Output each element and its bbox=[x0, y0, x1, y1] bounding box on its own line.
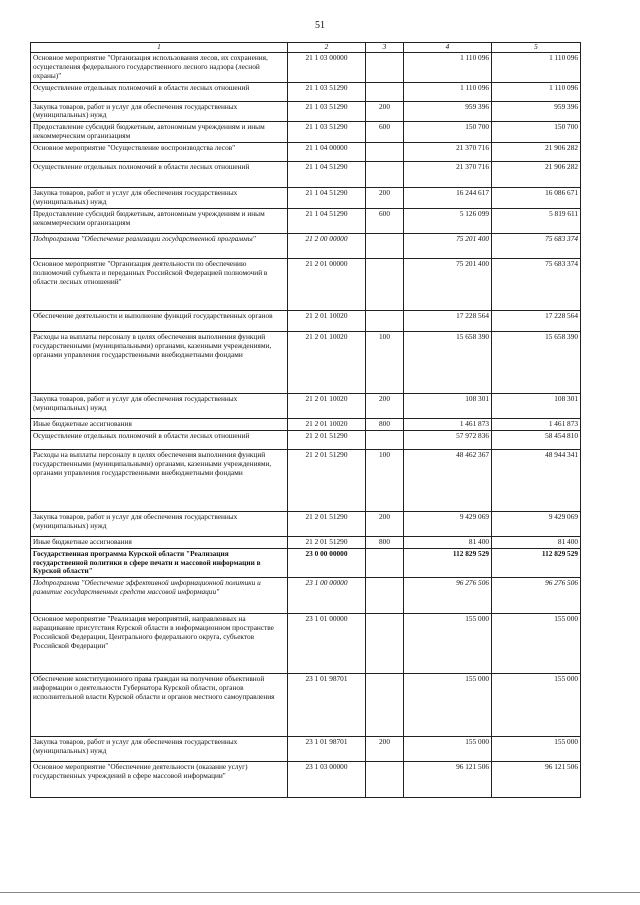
row-name-cell: Подпрограмма "Обеспечение реализации государственной программы" bbox=[31, 233, 288, 258]
table-row bbox=[31, 208, 581, 233]
row-vr-cell: 800 bbox=[366, 418, 404, 430]
row-code-cell: 23 0 00 00000 bbox=[288, 548, 366, 578]
row-name-cell: Расходы на выплаты персоналу в целях обеспечения выполнения функций государственными (муниципальными) органами, казенными учреждениями, органами управления государственными внебюджетными фондами bbox=[31, 449, 288, 511]
row-sum-cell: 48 944 341 bbox=[492, 449, 581, 511]
row-name-cell: Иные бюджетные ассигнования bbox=[31, 536, 288, 548]
row-sum-cell: 108 301 bbox=[404, 393, 492, 418]
row-sum-cell: 1 110 096 bbox=[404, 82, 492, 101]
row-vr-cell: 200 bbox=[366, 101, 404, 122]
row-vr-cell bbox=[366, 143, 404, 162]
row-sum-cell: 96 276 506 bbox=[404, 578, 492, 614]
row-sum-cell: 155 000 bbox=[492, 614, 581, 674]
row-sum-cell: 9 429 069 bbox=[404, 511, 492, 536]
table-row bbox=[31, 430, 581, 449]
row-vr-cell: 100 bbox=[366, 449, 404, 511]
row-sum-cell: 17 228 564 bbox=[404, 310, 492, 331]
row-sum-cell: 959 396 bbox=[404, 101, 492, 122]
table-body bbox=[31, 52, 581, 797]
row-vr-cell bbox=[366, 310, 404, 331]
row-sum-cell: 57 972 836 bbox=[404, 430, 492, 449]
row-code-cell: 21 2 01 10020 bbox=[288, 331, 366, 393]
row-name-cell: Иные бюджетные ассигнования bbox=[31, 418, 288, 430]
table-row bbox=[31, 548, 581, 578]
table-row bbox=[31, 310, 581, 331]
row-code-cell: 21 1 04 51290 bbox=[288, 188, 366, 209]
row-sum-cell: 155 000 bbox=[404, 737, 492, 762]
row-sum-cell: 21 370 716 bbox=[404, 162, 492, 188]
row-name-cell: Предоставление субсидий бюджетным, автономным учреждениям и иным некоммерческим организациям bbox=[31, 208, 288, 233]
row-sum-cell: 9 429 069 bbox=[492, 511, 581, 536]
row-code-cell: 21 1 03 51290 bbox=[288, 122, 366, 143]
row-sum-cell: 81 400 bbox=[492, 536, 581, 548]
row-vr-cell bbox=[366, 430, 404, 449]
row-sum-cell: 150 700 bbox=[492, 122, 581, 143]
table-row bbox=[31, 233, 581, 258]
row-vr-cell bbox=[366, 52, 404, 82]
row-vr-cell bbox=[366, 162, 404, 188]
row-sum-cell: 108 301 bbox=[492, 393, 581, 418]
row-sum-cell: 58 454 810 bbox=[492, 430, 581, 449]
row-sum-cell: 21 906 282 bbox=[492, 162, 581, 188]
row-code-cell: 21 1 04 51290 bbox=[288, 208, 366, 233]
row-code-cell: 21 2 01 51290 bbox=[288, 449, 366, 511]
row-vr-cell bbox=[366, 82, 404, 101]
row-sum-cell: 1 461 873 bbox=[492, 418, 581, 430]
row-vr-cell: 200 bbox=[366, 188, 404, 209]
row-sum-cell: 96 121 506 bbox=[404, 762, 492, 798]
row-sum-cell: 959 396 bbox=[492, 101, 581, 122]
row-sum-cell: 15 658 390 bbox=[492, 331, 581, 393]
row-name-cell: Расходы на выплаты персоналу в целях обеспечения выполнения функций государственными (муниципальными) органами, казенными учреждениями, органами управления государственными внебюджетными фондами bbox=[31, 331, 288, 393]
table-row bbox=[31, 762, 581, 798]
table-row bbox=[31, 162, 581, 188]
table-row bbox=[31, 614, 581, 674]
header-sum2: 5 bbox=[492, 43, 581, 53]
row-name-cell: Основное мероприятие "Организация использования лесов, их сохранения, осуществления федерального государственного лесного надзора (лесной охраны)" bbox=[31, 52, 288, 82]
row-name-cell: Закупка товаров, работ и услуг для обеспечения государственных (муниципальных) нужд bbox=[31, 511, 288, 536]
row-sum-cell: 112 829 529 bbox=[404, 548, 492, 578]
row-code-cell: 21 1 03 00000 bbox=[288, 52, 366, 82]
row-sum-cell: 155 000 bbox=[404, 674, 492, 737]
row-code-cell: 23 1 00 00000 bbox=[288, 578, 366, 614]
row-sum-cell: 15 658 390 bbox=[404, 331, 492, 393]
row-vr-cell: 600 bbox=[366, 208, 404, 233]
row-name-cell: Предоставление субсидий бюджетным, автономным учреждениям и иным некоммерческим организациям bbox=[31, 122, 288, 143]
table-row bbox=[31, 188, 581, 209]
row-sum-cell: 21 906 282 bbox=[492, 143, 581, 162]
row-sum-cell: 155 000 bbox=[492, 674, 581, 737]
header-vr: 3 bbox=[366, 43, 404, 53]
row-code-cell: 23 1 01 98701 bbox=[288, 737, 366, 762]
row-code-cell: 21 2 01 00000 bbox=[288, 258, 366, 310]
row-sum-cell: 16 086 671 bbox=[492, 188, 581, 209]
table-row bbox=[31, 331, 581, 393]
row-code-cell: 21 2 01 51290 bbox=[288, 536, 366, 548]
row-name-cell: Основное мероприятие "Реализация мероприятий, направленных на наращивание присутствия Курской области в информационном пространстве Российской Федерации, Центрального федерального округа, субъектов Российской Федерации" bbox=[31, 614, 288, 674]
row-name-cell: Обеспечение конституционного права граждан на получение объективной информации о деятельности Губернатора Курской области, органов исполнительной власти Курской области и органов местного самоуправления bbox=[31, 674, 288, 737]
row-name-cell: Закупка товаров, работ и услуг для обеспечения государственных (муниципальных) нужд bbox=[31, 101, 288, 122]
row-name-cell: Закупка товаров, работ и услуг для обеспечения государственных (муниципальных) нужд bbox=[31, 737, 288, 762]
row-sum-cell: 75 683 374 bbox=[492, 233, 581, 258]
row-name-cell: Осуществление отдельных полномочий в области лесных отношений bbox=[31, 82, 288, 101]
row-code-cell: 21 2 00 00000 bbox=[288, 233, 366, 258]
row-vr-cell bbox=[366, 614, 404, 674]
table-row bbox=[31, 393, 581, 418]
page-number: 51 bbox=[315, 20, 325, 31]
row-sum-cell: 96 121 506 bbox=[492, 762, 581, 798]
header-name: 1 bbox=[31, 43, 288, 53]
table-row bbox=[31, 52, 581, 82]
row-sum-cell: 155 000 bbox=[404, 614, 492, 674]
row-vr-cell bbox=[366, 578, 404, 614]
table-row bbox=[31, 536, 581, 548]
table-header-row bbox=[31, 43, 581, 53]
row-name-cell: Обеспечение деятельности и выполнение функций государственных органов bbox=[31, 310, 288, 331]
row-code-cell: 21 2 01 10020 bbox=[288, 418, 366, 430]
row-code-cell: 21 1 03 51290 bbox=[288, 82, 366, 101]
row-name-cell: Закупка товаров, работ и услуг для обеспечения государственных (муниципальных) нужд bbox=[31, 188, 288, 209]
row-vr-cell: 600 bbox=[366, 122, 404, 143]
row-sum-cell: 21 370 716 bbox=[404, 143, 492, 162]
row-vr-cell bbox=[366, 674, 404, 737]
table-row bbox=[31, 737, 581, 762]
row-name-cell: Государственная программа Курской области "Реализация государственной политики в сфере печати и массовой информации в Курской области" bbox=[31, 548, 288, 578]
row-sum-cell: 81 400 bbox=[404, 536, 492, 548]
row-sum-cell: 112 829 529 bbox=[492, 548, 581, 578]
row-vr-cell bbox=[366, 762, 404, 798]
table-row bbox=[31, 143, 581, 162]
row-name-cell: Подпрограмма "Обеспечение эффективной информационной политики и развитие государственных средств массовой информации" bbox=[31, 578, 288, 614]
budget-table bbox=[30, 42, 581, 798]
row-name-cell: Закупка товаров, работ и услуг для обеспечения государственных (муниципальных) нужд bbox=[31, 393, 288, 418]
row-code-cell: 21 1 04 51290 bbox=[288, 162, 366, 188]
row-code-cell: 21 1 04 00000 bbox=[288, 143, 366, 162]
row-sum-cell: 1 110 096 bbox=[492, 52, 581, 82]
footer-divider bbox=[0, 892, 640, 893]
row-vr-cell: 200 bbox=[366, 511, 404, 536]
row-vr-cell: 100 bbox=[366, 331, 404, 393]
row-vr-cell bbox=[366, 233, 404, 258]
row-sum-cell: 75 201 400 bbox=[404, 233, 492, 258]
row-code-cell: 21 1 03 51290 bbox=[288, 101, 366, 122]
row-name-cell: Осуществление отдельных полномочий в области лесных отношений bbox=[31, 162, 288, 188]
row-name-cell: Осуществление отдельных полномочий в области лесных отношений bbox=[31, 430, 288, 449]
row-sum-cell: 5 126 099 bbox=[404, 208, 492, 233]
header-code: 2 bbox=[288, 43, 366, 53]
row-sum-cell: 96 276 506 bbox=[492, 578, 581, 614]
table-row bbox=[31, 82, 581, 101]
row-sum-cell: 16 244 617 bbox=[404, 188, 492, 209]
row-code-cell: 21 2 01 10020 bbox=[288, 310, 366, 331]
row-sum-cell: 17 228 564 bbox=[492, 310, 581, 331]
table-row bbox=[31, 578, 581, 614]
table-row bbox=[31, 122, 581, 143]
row-code-cell: 21 2 01 10020 bbox=[288, 393, 366, 418]
row-sum-cell: 75 683 374 bbox=[492, 258, 581, 310]
row-vr-cell bbox=[366, 258, 404, 310]
row-sum-cell: 1 110 096 bbox=[404, 52, 492, 82]
row-code-cell: 21 2 01 51290 bbox=[288, 430, 366, 449]
row-code-cell: 23 1 01 98701 bbox=[288, 674, 366, 737]
row-sum-cell: 1 461 873 bbox=[404, 418, 492, 430]
row-sum-cell: 5 819 611 bbox=[492, 208, 581, 233]
row-vr-cell: 200 bbox=[366, 737, 404, 762]
row-name-cell: Основное мероприятие "Осуществление воспроизводства лесов" bbox=[31, 143, 288, 162]
table-row bbox=[31, 101, 581, 122]
row-code-cell: 21 2 01 51290 bbox=[288, 511, 366, 536]
row-sum-cell: 75 201 400 bbox=[404, 258, 492, 310]
row-vr-cell bbox=[366, 548, 404, 578]
row-sum-cell: 150 700 bbox=[404, 122, 492, 143]
row-vr-cell: 200 bbox=[366, 393, 404, 418]
row-sum-cell: 1 110 096 bbox=[492, 82, 581, 101]
table-row bbox=[31, 449, 581, 511]
row-code-cell: 23 1 01 00000 bbox=[288, 614, 366, 674]
row-name-cell: Основное мероприятие "Организация деятельности по обеспечению полномочий субъекта и переданных Российской Федерацией полномочий в области лесных отношений" bbox=[31, 258, 288, 310]
table-row bbox=[31, 674, 581, 737]
table-row bbox=[31, 258, 581, 310]
row-sum-cell: 155 000 bbox=[492, 737, 581, 762]
row-code-cell: 23 1 03 00000 bbox=[288, 762, 366, 798]
header-sum1: 4 bbox=[404, 43, 492, 53]
row-name-cell: Основное мероприятие "Обеспечение деятельности (оказание услуг) государственных учреждений в сфере массовой информации" bbox=[31, 762, 288, 798]
row-vr-cell: 800 bbox=[366, 536, 404, 548]
table-row bbox=[31, 418, 581, 430]
row-sum-cell: 48 462 367 bbox=[404, 449, 492, 511]
table-row bbox=[31, 511, 581, 536]
